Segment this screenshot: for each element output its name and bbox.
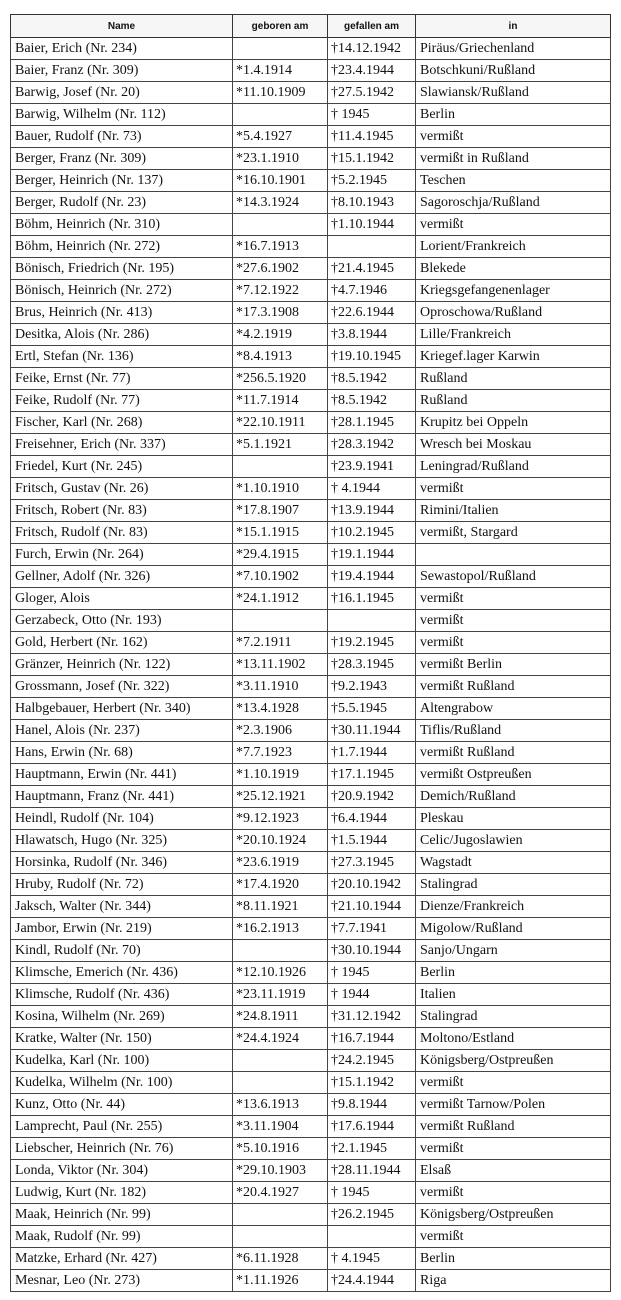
- column-header-place: in: [416, 15, 611, 38]
- table-row: [11, 148, 611, 170]
- cell-born: *20.10.1924: [233, 830, 328, 852]
- cell-died: †24.4.1944: [328, 1270, 416, 1292]
- cell-born: *3.11.1904: [233, 1116, 328, 1138]
- cell-name: Grossmann, Josef (Nr. 322): [11, 676, 233, 698]
- cell-died: †5.2.1945: [328, 170, 416, 192]
- cell-born: *6.11.1928: [233, 1248, 328, 1270]
- cell-died: †31.12.1942: [328, 1006, 416, 1028]
- cell-place: vermißt in Rußland: [416, 148, 611, 170]
- cell-born: [233, 38, 328, 60]
- cell-died: †15.1.1942: [328, 1072, 416, 1094]
- cell-died: [328, 1226, 416, 1248]
- cell-place: Tiflis/Rußland: [416, 720, 611, 742]
- cell-name: Gloger, Alois: [11, 588, 233, 610]
- cell-died: †28.3.1945: [328, 654, 416, 676]
- cell-died: †28.3.1942: [328, 434, 416, 456]
- table-row: [11, 38, 611, 60]
- table-row: [11, 742, 611, 764]
- cell-born: *23.11.1919: [233, 984, 328, 1006]
- cell-died: †3.8.1944: [328, 324, 416, 346]
- cell-born: *22.10.1911: [233, 412, 328, 434]
- cell-born: *25.12.1921: [233, 786, 328, 808]
- cell-died: †27.3.1945: [328, 852, 416, 874]
- cell-place: Rußland: [416, 368, 611, 390]
- cell-died: †1.5.1944: [328, 830, 416, 852]
- cell-place: vermißt: [416, 1072, 611, 1094]
- table-row: [11, 60, 611, 82]
- cell-name: Matzke, Erhard (Nr. 427): [11, 1248, 233, 1270]
- cell-died: † 1944: [328, 984, 416, 1006]
- cell-name: Londa, Viktor (Nr. 304): [11, 1160, 233, 1182]
- cell-born: *13.11.1902: [233, 654, 328, 676]
- cell-place: vermißt: [416, 1226, 611, 1248]
- cell-place: vermißt: [416, 588, 611, 610]
- cell-name: Hauptmann, Franz (Nr. 441): [11, 786, 233, 808]
- cell-died: †4.7.1946: [328, 280, 416, 302]
- cell-name: Furch, Erwin (Nr. 264): [11, 544, 233, 566]
- cell-place: Slawiansk/Rußland: [416, 82, 611, 104]
- cell-place: Demich/Rußland: [416, 786, 611, 808]
- cell-died: † 4.1945: [328, 1248, 416, 1270]
- table-row: [11, 500, 611, 522]
- cell-name: Klimsche, Emerich (Nr. 436): [11, 962, 233, 984]
- table-row: [11, 808, 611, 830]
- cell-place: Kriegsgefangenenlager: [416, 280, 611, 302]
- cell-place: Rußland: [416, 390, 611, 412]
- table-row: [11, 412, 611, 434]
- cell-name: Fritsch, Rudolf (Nr. 83): [11, 522, 233, 544]
- cell-place: vermißt: [416, 126, 611, 148]
- cell-place: Krupitz bei Oppeln: [416, 412, 611, 434]
- table-row: [11, 236, 611, 258]
- cell-name: Baier, Franz (Nr. 309): [11, 60, 233, 82]
- cell-name: Fritsch, Gustav (Nr. 26): [11, 478, 233, 500]
- cell-place: Celic/Jugoslawien: [416, 830, 611, 852]
- table-row: [11, 1028, 611, 1050]
- table-row: [11, 324, 611, 346]
- cell-place: vermißt: [416, 478, 611, 500]
- table-header-row: [11, 15, 611, 38]
- cell-name: Bönisch, Heinrich (Nr. 272): [11, 280, 233, 302]
- cell-born: *12.10.1926: [233, 962, 328, 984]
- cell-born: *11.10.1909: [233, 82, 328, 104]
- cell-name: Ludwig, Kurt (Nr. 182): [11, 1182, 233, 1204]
- cell-place: Sewastopol/Rußland: [416, 566, 611, 588]
- table-row: [11, 82, 611, 104]
- table-row: [11, 698, 611, 720]
- cell-died: †7.7.1941: [328, 918, 416, 940]
- cell-place: Berlin: [416, 962, 611, 984]
- cell-born: *16.7.1913: [233, 236, 328, 258]
- cell-place: vermißt: [416, 632, 611, 654]
- cell-name: Gerzabeck, Otto (Nr. 193): [11, 610, 233, 632]
- table-row: [11, 874, 611, 896]
- cell-name: Heindl, Rudolf (Nr. 104): [11, 808, 233, 830]
- table-row: [11, 1006, 611, 1028]
- cell-place: vermißt Tarnow/Polen: [416, 1094, 611, 1116]
- cell-died: †27.5.1942: [328, 82, 416, 104]
- table-row: [11, 170, 611, 192]
- cell-died: †9.2.1943: [328, 676, 416, 698]
- cell-born: *7.7.1923: [233, 742, 328, 764]
- cell-name: Gränzer, Heinrich (Nr. 122): [11, 654, 233, 676]
- column-header-died: gefallen am: [328, 15, 416, 38]
- table-row: [11, 632, 611, 654]
- table-row: [11, 720, 611, 742]
- cell-name: Hruby, Rudolf (Nr. 72): [11, 874, 233, 896]
- cell-died: †13.9.1944: [328, 500, 416, 522]
- cell-born: *17.3.1908: [233, 302, 328, 324]
- cell-place: vermißt Rußland: [416, 742, 611, 764]
- cell-died: †28.1.1945: [328, 412, 416, 434]
- cell-died: † 1945: [328, 1182, 416, 1204]
- cell-born: [233, 214, 328, 236]
- cell-born: *27.6.1902: [233, 258, 328, 280]
- cell-died: †1.7.1944: [328, 742, 416, 764]
- cell-died: †16.1.1945: [328, 588, 416, 610]
- cell-place: Altengrabow: [416, 698, 611, 720]
- cell-born: *24.4.1924: [233, 1028, 328, 1050]
- table-row: [11, 1116, 611, 1138]
- cell-died: †19.4.1944: [328, 566, 416, 588]
- cell-name: Jambor, Erwin (Nr. 219): [11, 918, 233, 940]
- cell-place: Pleskau: [416, 808, 611, 830]
- cell-born: *7.10.1902: [233, 566, 328, 588]
- cell-place: vermißt: [416, 1138, 611, 1160]
- column-header-born: geboren am: [233, 15, 328, 38]
- cell-born: *9.12.1923: [233, 808, 328, 830]
- cell-died: †8.5.1942: [328, 390, 416, 412]
- cell-place: Botschkuni/Rußland: [416, 60, 611, 82]
- cell-born: *1.11.1926: [233, 1270, 328, 1292]
- cell-born: *2.3.1906: [233, 720, 328, 742]
- cell-died: †20.10.1942: [328, 874, 416, 896]
- cell-name: Lamprecht, Paul (Nr. 255): [11, 1116, 233, 1138]
- cell-place: Sagoroschja/Rußland: [416, 192, 611, 214]
- cell-born: [233, 456, 328, 478]
- cell-name: Liebscher, Heinrich (Nr. 76): [11, 1138, 233, 1160]
- cell-place: Riga: [416, 1270, 611, 1292]
- cell-born: *5.10.1916: [233, 1138, 328, 1160]
- cell-born: *20.4.1927: [233, 1182, 328, 1204]
- cell-name: Horsinka, Rudolf (Nr. 346): [11, 852, 233, 874]
- cell-born: *8.4.1913: [233, 346, 328, 368]
- cell-born: [233, 1050, 328, 1072]
- cell-died: †9.8.1944: [328, 1094, 416, 1116]
- table-row: [11, 346, 611, 368]
- cell-born: [233, 940, 328, 962]
- cell-died: †5.5.1945: [328, 698, 416, 720]
- cell-died: †1.10.1944: [328, 214, 416, 236]
- cell-born: *23.6.1919: [233, 852, 328, 874]
- cell-died: †30.10.1944: [328, 940, 416, 962]
- cell-name: Freisehner, Erich (Nr. 337): [11, 434, 233, 456]
- table-row: [11, 544, 611, 566]
- table-row: [11, 1248, 611, 1270]
- table-row: [11, 368, 611, 390]
- cell-place: Stalingrad: [416, 874, 611, 896]
- cell-place: Königsberg/Ostpreußen: [416, 1050, 611, 1072]
- table-row: [11, 302, 611, 324]
- cell-born: *7.12.1922: [233, 280, 328, 302]
- cell-name: Bönisch, Friedrich (Nr. 195): [11, 258, 233, 280]
- table-row: [11, 280, 611, 302]
- cell-born: *1.10.1919: [233, 764, 328, 786]
- cell-place: vermißt: [416, 610, 611, 632]
- table-row: [11, 522, 611, 544]
- cell-died: †2.1.1945: [328, 1138, 416, 1160]
- cell-born: *16.2.1913: [233, 918, 328, 940]
- cell-died: †19.1.1944: [328, 544, 416, 566]
- cell-died: †22.6.1944: [328, 302, 416, 324]
- cell-place: [416, 544, 611, 566]
- cell-name: Kindl, Rudolf (Nr. 70): [11, 940, 233, 962]
- cell-place: Königsberg/Ostpreußen: [416, 1204, 611, 1226]
- cell-place: Stalingrad: [416, 1006, 611, 1028]
- cell-born: *1.10.1910: [233, 478, 328, 500]
- cell-name: Mesnar, Leo (Nr. 273): [11, 1270, 233, 1292]
- table-row: [11, 566, 611, 588]
- cell-born: *29.4.1915: [233, 544, 328, 566]
- table-row: [11, 654, 611, 676]
- cell-place: vermißt Berlin: [416, 654, 611, 676]
- cell-name: Fritsch, Robert (Nr. 83): [11, 500, 233, 522]
- cell-name: Klimsche, Rudolf (Nr. 436): [11, 984, 233, 1006]
- cell-place: Piräus/Griechenland: [416, 38, 611, 60]
- cell-name: Desitka, Alois (Nr. 286): [11, 324, 233, 346]
- table-row: [11, 1094, 611, 1116]
- table-row: [11, 940, 611, 962]
- cell-died: †19.2.1945: [328, 632, 416, 654]
- cell-name: Gellner, Adolf (Nr. 326): [11, 566, 233, 588]
- cell-died: †14.12.1942: [328, 38, 416, 60]
- cell-born: *14.3.1924: [233, 192, 328, 214]
- cell-place: vermißt, Stargard: [416, 522, 611, 544]
- cell-died: †28.11.1944: [328, 1160, 416, 1182]
- cell-born: *1.4.1914: [233, 60, 328, 82]
- cell-born: *11.7.1914: [233, 390, 328, 412]
- cell-born: *17.8.1907: [233, 500, 328, 522]
- cell-died: †26.2.1945: [328, 1204, 416, 1226]
- cell-died: [328, 610, 416, 632]
- cell-place: Moltono/Estland: [416, 1028, 611, 1050]
- cell-born: [233, 1204, 328, 1226]
- cell-name: Berger, Franz (Nr. 309): [11, 148, 233, 170]
- cell-died: †24.2.1945: [328, 1050, 416, 1072]
- table-row: [11, 456, 611, 478]
- cell-died: †15.1.1942: [328, 148, 416, 170]
- cell-place: Berlin: [416, 104, 611, 126]
- cell-place: Rimini/Italien: [416, 500, 611, 522]
- cell-born: *7.2.1911: [233, 632, 328, 654]
- cell-name: Barwig, Wilhelm (Nr. 112): [11, 104, 233, 126]
- table-row: [11, 1050, 611, 1072]
- cell-place: Italien: [416, 984, 611, 1006]
- table-row: [11, 588, 611, 610]
- cell-born: *24.1.1912: [233, 588, 328, 610]
- cell-born: *17.4.1920: [233, 874, 328, 896]
- table-row: [11, 390, 611, 412]
- cell-died: †17.1.1945: [328, 764, 416, 786]
- cell-name: Bauer, Rudolf (Nr. 73): [11, 126, 233, 148]
- cell-name: Fischer, Karl (Nr. 268): [11, 412, 233, 434]
- cell-place: vermißt Rußland: [416, 676, 611, 698]
- cell-name: Hanel, Alois (Nr. 237): [11, 720, 233, 742]
- table-row: [11, 984, 611, 1006]
- cell-place: Teschen: [416, 170, 611, 192]
- cell-born: *5.4.1927: [233, 126, 328, 148]
- table-row: [11, 676, 611, 698]
- cell-born: *8.11.1921: [233, 896, 328, 918]
- cell-died: †19.10.1945: [328, 346, 416, 368]
- cell-name: Maak, Heinrich (Nr. 99): [11, 1204, 233, 1226]
- cell-died: [328, 236, 416, 258]
- cell-born: *3.11.1910: [233, 676, 328, 698]
- cell-place: Leningrad/Rußland: [416, 456, 611, 478]
- cell-place: Berlin: [416, 1248, 611, 1270]
- cell-place: vermißt: [416, 214, 611, 236]
- column-header-name: Name: [11, 15, 233, 38]
- table-row: [11, 1270, 611, 1292]
- cell-died: †16.7.1944: [328, 1028, 416, 1050]
- cell-died: †8.5.1942: [328, 368, 416, 390]
- cell-name: Hauptmann, Erwin (Nr. 441): [11, 764, 233, 786]
- cell-name: Hans, Erwin (Nr. 68): [11, 742, 233, 764]
- cell-place: Lorient/Frankreich: [416, 236, 611, 258]
- cell-name: Böhm, Heinrich (Nr. 272): [11, 236, 233, 258]
- table-row: [11, 192, 611, 214]
- cell-place: Blekede: [416, 258, 611, 280]
- cell-place: Oproschowa/Rußland: [416, 302, 611, 324]
- cell-born: [233, 610, 328, 632]
- cell-died: †20.9.1942: [328, 786, 416, 808]
- table-row: [11, 962, 611, 984]
- cell-born: [233, 1072, 328, 1094]
- table-row: [11, 896, 611, 918]
- cell-place: Lille/Frankreich: [416, 324, 611, 346]
- table-row: [11, 126, 611, 148]
- cell-place: vermißt Rußland: [416, 1116, 611, 1138]
- table-row: [11, 1160, 611, 1182]
- cell-died: †21.10.1944: [328, 896, 416, 918]
- cell-name: Feike, Ernst (Nr. 77): [11, 368, 233, 390]
- cell-died: †23.4.1944: [328, 60, 416, 82]
- cell-name: Kudelka, Wilhelm (Nr. 100): [11, 1072, 233, 1094]
- cell-died: †21.4.1945: [328, 258, 416, 280]
- cell-died: †30.11.1944: [328, 720, 416, 742]
- table-row: [11, 258, 611, 280]
- cell-name: Böhm, Heinrich (Nr. 310): [11, 214, 233, 236]
- cell-name: Kosina, Wilhelm (Nr. 269): [11, 1006, 233, 1028]
- table-row: [11, 1226, 611, 1248]
- cell-born: *16.10.1901: [233, 170, 328, 192]
- table-row: [11, 104, 611, 126]
- cell-name: Kunz, Otto (Nr. 44): [11, 1094, 233, 1116]
- table-row: [11, 214, 611, 236]
- cell-name: Friedel, Kurt (Nr. 245): [11, 456, 233, 478]
- cell-place: Dienze/Frankreich: [416, 896, 611, 918]
- table-row: [11, 478, 611, 500]
- cell-died: † 4.1944: [328, 478, 416, 500]
- cell-born: *4.2.1919: [233, 324, 328, 346]
- table-row: [11, 1138, 611, 1160]
- cell-died: †8.10.1943: [328, 192, 416, 214]
- cell-born: *256.5.1920: [233, 368, 328, 390]
- casualty-table: [10, 14, 611, 1292]
- cell-born: [233, 1226, 328, 1248]
- cell-name: Barwig, Josef (Nr. 20): [11, 82, 233, 104]
- cell-born: *5.1.1921: [233, 434, 328, 456]
- cell-died: †23.9.1941: [328, 456, 416, 478]
- cell-name: Maak, Rudolf (Nr. 99): [11, 1226, 233, 1248]
- cell-name: Jaksch, Walter (Nr. 344): [11, 896, 233, 918]
- cell-name: Kudelka, Karl (Nr. 100): [11, 1050, 233, 1072]
- cell-place: Sanjo/Ungarn: [416, 940, 611, 962]
- cell-name: Berger, Heinrich (Nr. 137): [11, 170, 233, 192]
- cell-name: Gold, Herbert (Nr. 162): [11, 632, 233, 654]
- cell-died: †11.4.1945: [328, 126, 416, 148]
- cell-born: *24.8.1911: [233, 1006, 328, 1028]
- cell-name: Hlawatsch, Hugo (Nr. 325): [11, 830, 233, 852]
- cell-name: Feike, Rudolf (Nr. 77): [11, 390, 233, 412]
- cell-name: Baier, Erich (Nr. 234): [11, 38, 233, 60]
- cell-died: †17.6.1944: [328, 1116, 416, 1138]
- cell-name: Berger, Rudolf (Nr. 23): [11, 192, 233, 214]
- cell-name: Ertl, Stefan (Nr. 136): [11, 346, 233, 368]
- cell-born: *15.1.1915: [233, 522, 328, 544]
- table-row: [11, 434, 611, 456]
- cell-place: vermißt: [416, 1182, 611, 1204]
- cell-name: Brus, Heinrich (Nr. 413): [11, 302, 233, 324]
- cell-place: Migolow/Rußland: [416, 918, 611, 940]
- table-row: [11, 1182, 611, 1204]
- cell-born: *13.4.1928: [233, 698, 328, 720]
- cell-place: Kriegef.lager Karwin: [416, 346, 611, 368]
- cell-place: Elsaß: [416, 1160, 611, 1182]
- table-row: [11, 786, 611, 808]
- table-row: [11, 764, 611, 786]
- table-row: [11, 1204, 611, 1226]
- cell-place: Wresch bei Moskau: [416, 434, 611, 456]
- cell-name: Kratke, Walter (Nr. 150): [11, 1028, 233, 1050]
- cell-born: *23.1.1910: [233, 148, 328, 170]
- cell-died: † 1945: [328, 962, 416, 984]
- cell-died: † 1945: [328, 104, 416, 126]
- table-row: [11, 1072, 611, 1094]
- cell-born: *29.10.1903: [233, 1160, 328, 1182]
- table-row: [11, 610, 611, 632]
- cell-born: *13.6.1913: [233, 1094, 328, 1116]
- cell-name: Halbgebauer, Herbert (Nr. 340): [11, 698, 233, 720]
- cell-died: †10.2.1945: [328, 522, 416, 544]
- cell-died: †6.4.1944: [328, 808, 416, 830]
- table-row: [11, 830, 611, 852]
- cell-place: vermißt Ostpreußen: [416, 764, 611, 786]
- table-row: [11, 918, 611, 940]
- table-row: [11, 852, 611, 874]
- cell-place: Wagstadt: [416, 852, 611, 874]
- cell-born: [233, 104, 328, 126]
- casualty-list-page: [10, 14, 610, 1295]
